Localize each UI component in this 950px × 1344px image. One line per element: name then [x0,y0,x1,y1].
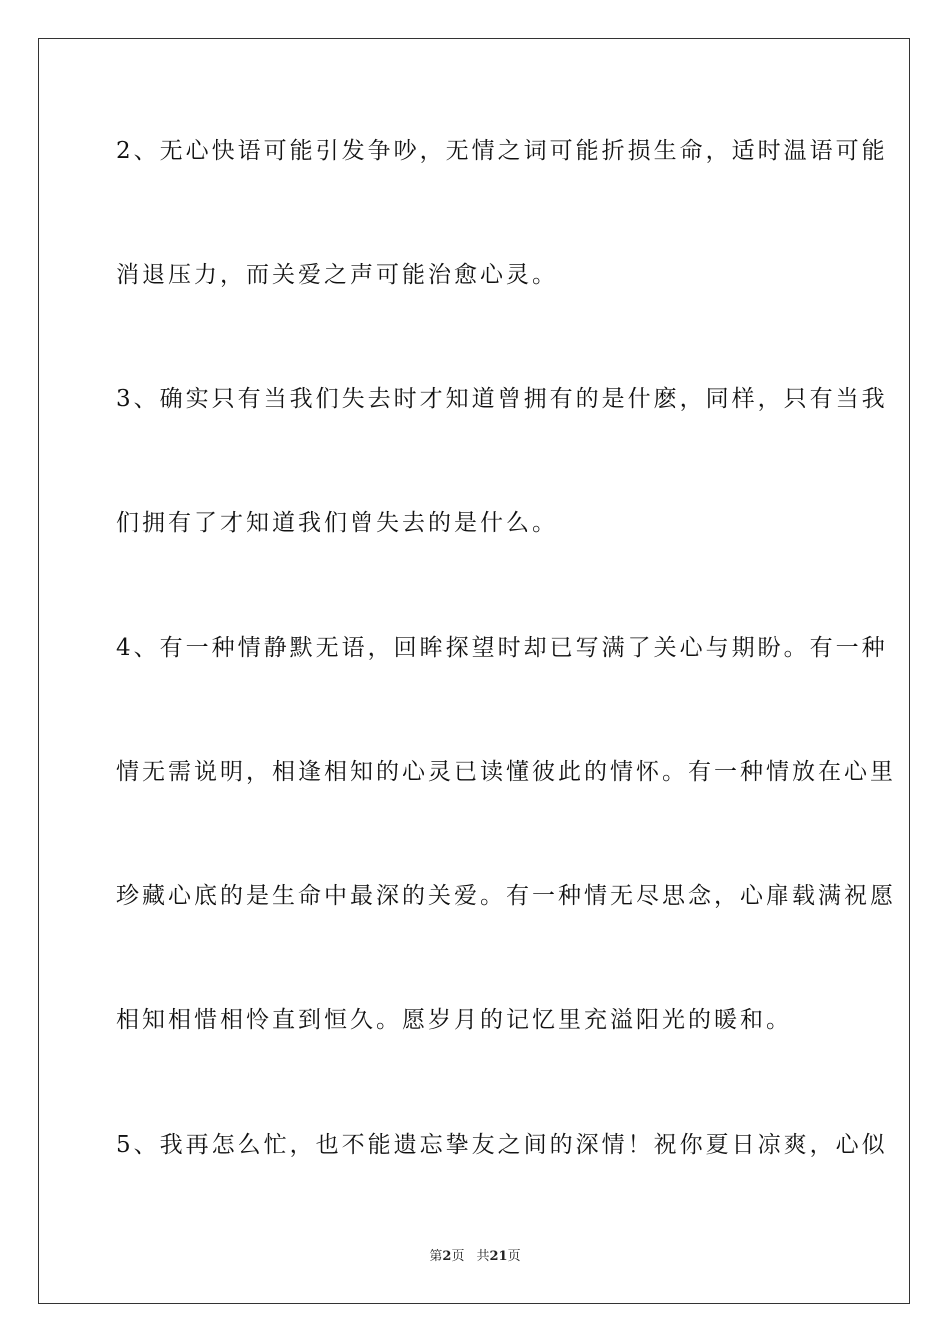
page-footer [0,1248,950,1266]
page-suffix: 页 [451,1249,465,1264]
text-line-8: 相知相惜相怜直到恒久。愿岁月的记忆里充溢阳光的暖和。 [116,1007,792,1033]
text-line-7: 珍藏心底的是生命中最深的关爱。有一种情无尽思念，心扉载满祝愿 [116,883,896,909]
text-line-3: 3、确实只有当我们失去时才知道曾拥有的是什麽，同样，只有当我 [116,386,888,412]
text-line-2: 消退压力，而关爱之声可能治愈心灵。 [116,262,558,288]
text-line-1: 2、无心快语可能引发争吵，无情之词可能折损生命，适时温语可能 [116,138,888,164]
text-line-5: 4、有一种情静默无语，回眸探望时却已写满了关心与期盼。有一种 [116,635,888,661]
total-prefix: 共 [476,1249,490,1264]
total-suffix: 页 [507,1249,521,1264]
text-line-4: 们拥有了才知道我们曾失去的是什么。 [116,510,558,536]
page-prefix: 第 [429,1249,443,1264]
page-border [38,38,910,1304]
total-pages: 21 [489,1249,508,1264]
page-number: 2 [442,1249,452,1264]
text-line-6: 情无需说明，相逢相知的心灵已读懂彼此的情怀。有一种情放在心里 [116,759,896,785]
text-line-9: 5、我再怎么忙，也不能遗忘挚友之间的深情！祝你夏日凉爽，心似 [116,1132,888,1158]
